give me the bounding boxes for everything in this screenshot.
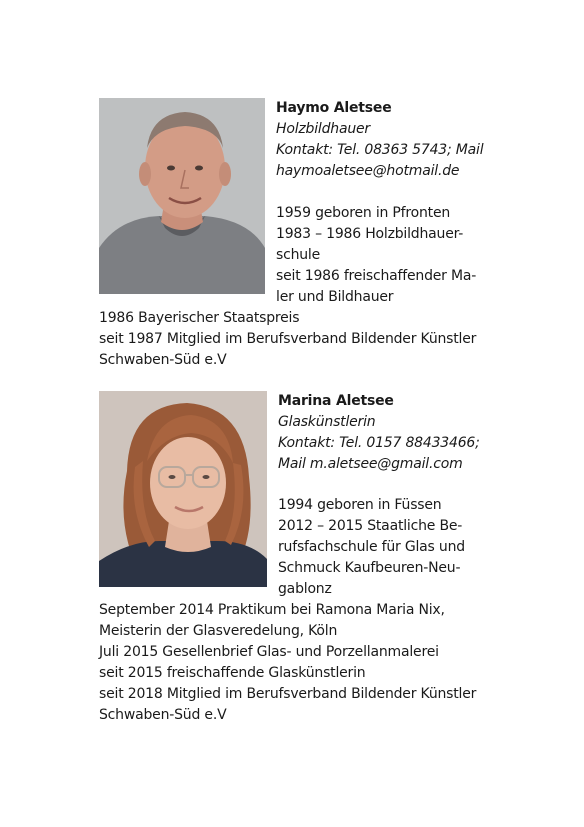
person-2-bio-line: Schwaben-Süd e.V — [99, 707, 227, 723]
person-1-contact-line: Kontakt: Tel. 08363 5743; Mail — [276, 142, 484, 158]
person-1-bio-line: 1986 Bayerischer Staatspreis — [99, 310, 300, 326]
person-2-bio-line: Juli 2015 Gesellenbrief Glas- und Porzellanmalerei — [99, 644, 439, 660]
person-2-bio-line: 2012 – 2015 Staatliche Be- — [278, 518, 463, 534]
person-2-name: Marina Aletsee — [278, 393, 394, 409]
person-1-bio-line: 1959 geboren in Pfronten — [276, 205, 451, 221]
person-2-profession: Glaskünstlerin — [278, 414, 376, 430]
person-1-bio-line: seit 1986 freischaffender Ma- — [276, 268, 477, 284]
person-2-bio-line: Meisterin der Glasveredelung, Köln — [99, 623, 338, 639]
person-1-profession: Holzbildhauer — [276, 121, 370, 137]
portrait-photo-woman — [99, 391, 267, 587]
person-1-bio-line: schule — [276, 247, 321, 263]
person-1-bio-line: ler und Bildhauer — [276, 289, 394, 305]
person-2-bio-line: 1994 geboren in Füssen — [278, 497, 442, 513]
person-1-bio-line: Schwaben-Süd e.V — [99, 352, 227, 368]
person-2-bio-line: September 2014 Praktikum bei Ramona Maria Nix, — [99, 602, 445, 618]
person-2-bio-line: gablonz — [278, 581, 332, 597]
person-1-bio-line: 1983 – 1986 Holzbildhauer- — [276, 226, 464, 242]
portrait-photo-man — [99, 98, 265, 294]
person-2-bio-line: seit 2015 freischaffende Glaskünstlerin — [99, 665, 366, 681]
person-2-contact-line: Kontakt: Tel. 0157 88433466; — [278, 435, 480, 451]
person-1-name: Haymo Aletsee — [276, 100, 392, 116]
person-1-email: haymoaletsee@hotmail.de — [276, 163, 460, 179]
person-2-email: Mail m.aletsee@gmail.com — [278, 456, 463, 472]
person-2-bio-line: seit 2018 Mitglied im Berufsverband Bildender Künstler — [99, 686, 477, 702]
person-2-bio-line: Schmuck Kaufbeuren-Neu- — [278, 560, 461, 576]
person-2-bio-line: rufsfachschule für Glas und — [278, 539, 465, 555]
person-1-bio-line: seit 1987 Mitglied im Berufsverband Bildender Künstler — [99, 331, 477, 347]
